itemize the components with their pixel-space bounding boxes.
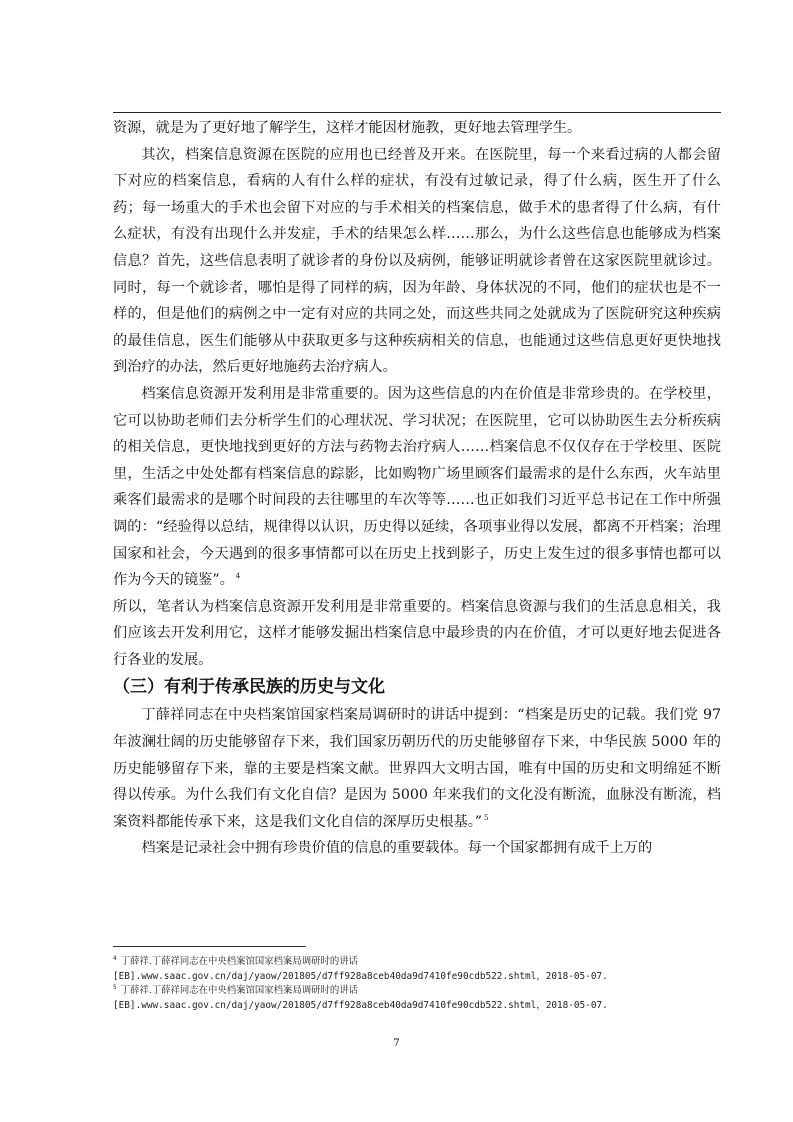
footnote-number: 5 [113,984,117,992]
footnote-title: 丁薛祥.丁薛祥同志在中央档案馆国家档案局调研时的讲话 [120,985,358,997]
paragraph-continuation: 资源，就是为了更好地了解学生，这样才能因材施教，更好地去管理学生。 [113,120,582,136]
footnote-title: 丁薛祥.丁薛祥同志在中央档案馆国家档案局调研时的讲话 [120,956,358,967]
paragraph-quote [113,702,721,835]
page-number: 7 [393,1037,400,1049]
footnote-4 [113,955,721,970]
footnote-ref-4[interactable]: 4 [235,572,241,581]
paragraph-quote-text: 丁薛祥同志在中央档案馆国家档案局调研时的讲话中提到：“档案是历史的记载。我们党 97 年波澜壮阔的历史能够留存下来，我们国家历朝历代的历史能够留存下来，中华民族 5000 年的历史能够留存下来，靠的主要是档案文献。世界四大文明古国，唯有中国的历史和文明绵延不断得以传承。为什么我们有文化自信？是因为 5000 年来我们的文化没有断流，血脉没有断流，档案资料都能传承下来，这是我们文化自信的深厚历史根基。” [113,707,721,830]
header-rule [113,112,721,113]
footnote-number: 4 [113,954,117,962]
footnote-4-source: [EB].www.saac.gov.cn/daj/yaow/201805/d7ff928a8ceb40da9d7410fe90cdb522.shtml，2018-05-07. [113,970,608,982]
footnotes [113,955,721,1013]
footnote-5 [113,984,721,999]
paragraph-importance [113,381,721,594]
paragraph-archive: 档案是记录社会中拥有珍贵价值的信息的重要载体。每一个国家都拥有成千上万的 [141,840,653,857]
paragraph-hospital: 其次，档案信息资源在医院的应用也已经普及开来。在医院里，每一个来看过病的人都会留下对应的档案信息，看病的人有什么样的症状，有没有过敏记录，得了什么病，医生开了什么药；每一场重大的手术也会留下对应的与手术相关的档案信息，做手术的患者得了什么病，有什么症状，有没有出现什么并发症，手术的结果怎么样……那么，为什么这些信息也能够成为档案信息？首先，这些信息表明了就诊者的身份以及病例，能够证明就诊者曾在这家医院里就诊过。同时，每一个就诊者，哪怕是得了同样的病，因为年龄、身体状况的不同，他们的症状也是不一样的，但是他们的病例之中一定有对应的共同之处，而这些共同之处就成为了医院研究这种疾病的最佳信息，医生们能够从中获取更多与这种疾病相关的信息，也能通过这些信息更好更快地找到治疗的办法，然后更好地施药去治疗病人。 [113,146,721,376]
page-body [113,115,721,862]
paragraph-importance-text: 档案信息资源开发利用是非常重要的。因为这些信息的内在价值是非常珍贵的。在学校里，它可以协助老师们去分析学生们的心理状况、学习状况；在医院里，它可以协助医生去分析疾病的相关信息，更快地找到更好的方法与药物去治疗病人……档案信息不仅仅存在于学校里、医院里，生活之中处处都有档案信息的踪影，比如购物广场里顾客们最需求的是什么东西，火车站里乘客们最需求的是哪个时间段的去往哪里的车次等等……也正如我们习近平总书记在工作中所强调的：“经验得以总结，规律得以认识，历史得以延续，各项事业得以发展，都离不开档案；治理国家和社会，今天遇到的很多事情都可以在历史上找到影子，历史上发生过的很多事情也都可以作为今天的镜鉴”。 [113,385,721,589]
footnote-5-source: [EB].www.saac.gov.cn/daj/yaow/201805/d7ff928a8ceb40da9d7410fe90cdb522.shtml，2018-05-07. [113,999,608,1011]
section-heading: （三）有利于传承民族的历史与文化 [113,677,385,698]
footnote-ref-5[interactable]: 5 [484,814,489,823]
paragraph-conclusion: 所以，笔者认为档案信息资源开发利用是非常重要的。档案信息资源与我们的生活息息相关，我们应该去开发利用它，这样才能够发掘出档案信息中最珍贵的内在价值，才可以更好地去促进各行各业的发展。 [113,598,721,668]
footnote-separator [113,946,306,947]
